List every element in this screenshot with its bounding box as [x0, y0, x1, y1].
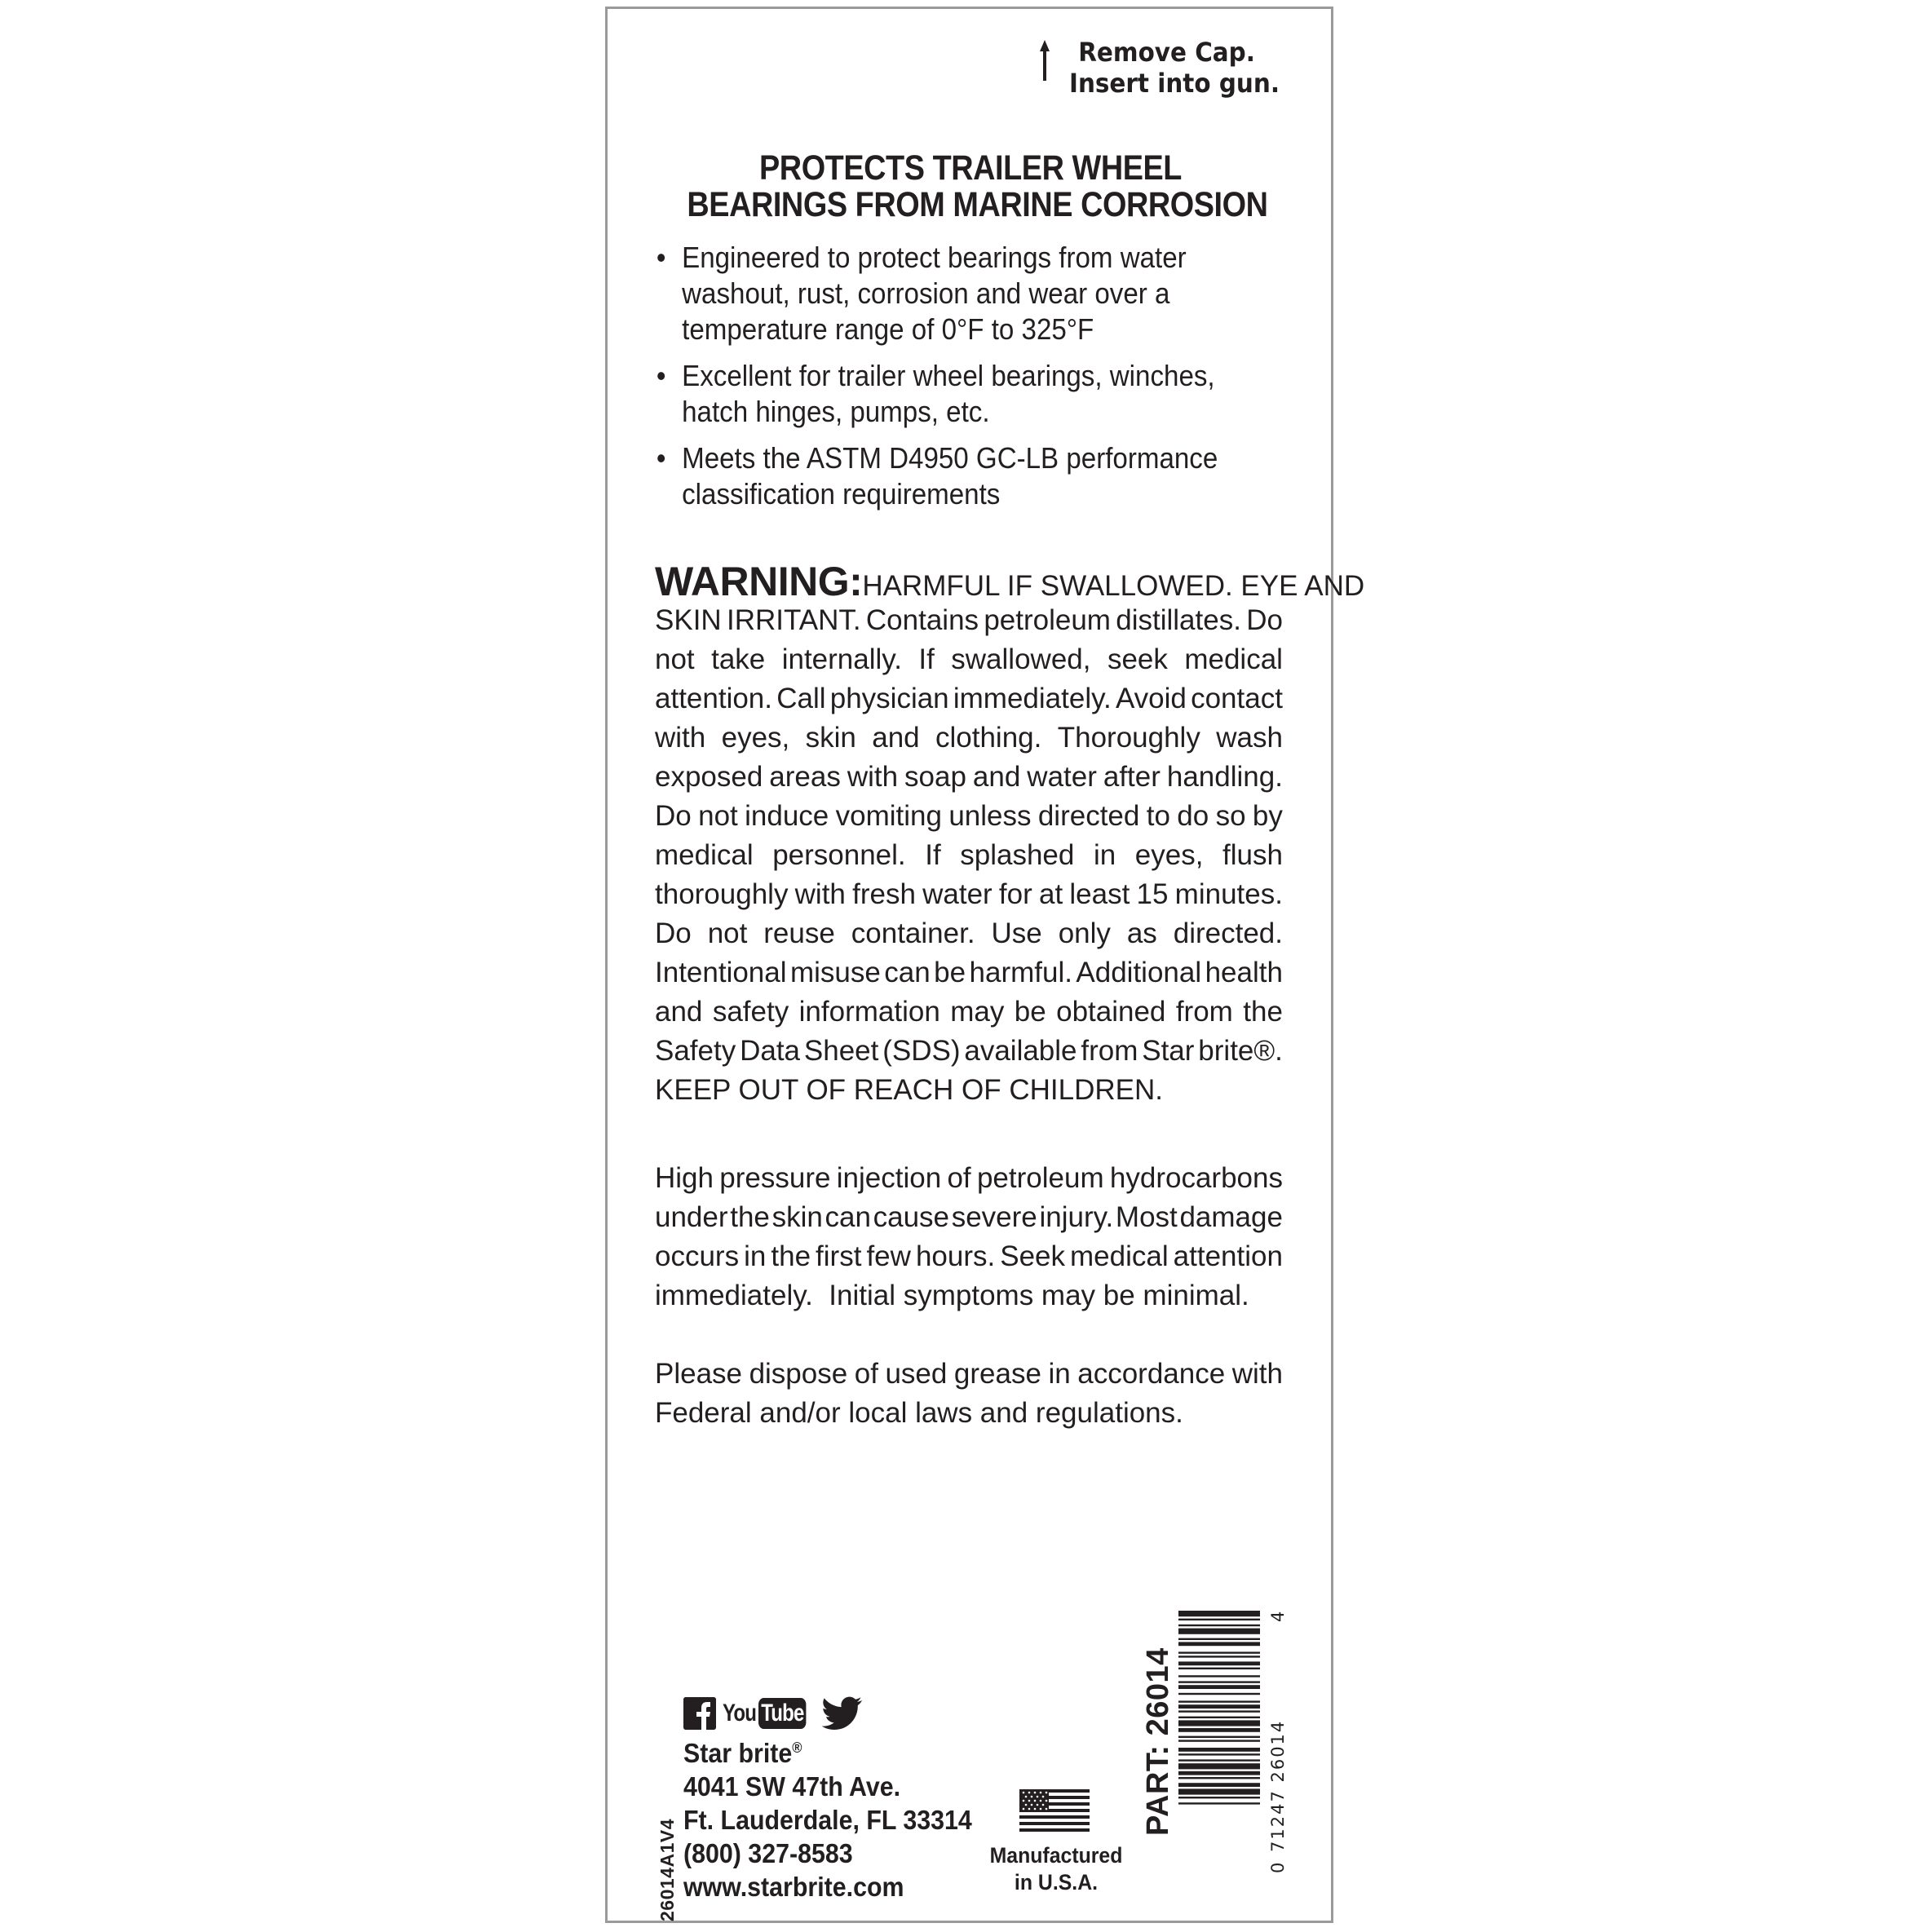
barcode-bar [1178, 1717, 1260, 1718]
bullet-icon: • [656, 441, 666, 475]
barcode-bar [1178, 1783, 1260, 1787]
text-line: medical personnel. If splashed in eyes, flush [655, 839, 1283, 871]
barcode-bar [1178, 1700, 1260, 1702]
text-line: exposed areas with soap and water after handling. [655, 761, 1283, 793]
text-line: and safety information may be obtained from the [655, 996, 1283, 1028]
barcode-bar [1178, 1788, 1260, 1794]
text-line: under the skin can cause severe injury. Most damage [655, 1201, 1283, 1233]
warning-first-line [655, 559, 1365, 604]
barcode-middle-digits: 71247 26014 [1268, 1719, 1288, 1852]
text-line: High pressure injection of petroleum hydrocarbons [655, 1162, 1283, 1194]
barcode-bar [1178, 1763, 1260, 1769]
feature-item [655, 358, 1335, 430]
bullet-icon: • [656, 241, 666, 274]
barcode-bar [1178, 1656, 1260, 1657]
barcode-right-digit: 4 [1268, 1609, 1288, 1622]
company-city: Ft. Lauderdale, FL 33314 [683, 1805, 972, 1835]
text-line: with eyes, skin and clothing. Thoroughly wash [655, 722, 1283, 754]
barcode-bar [1178, 1740, 1260, 1741]
disposal-last-line: Federal and/or local laws and regulations. [655, 1397, 1183, 1429]
barcode-bar [1178, 1720, 1260, 1726]
social-icons [683, 1695, 864, 1732]
barcode-left-digit: 0 [1268, 1860, 1288, 1873]
youtube-you-text: You [723, 1700, 757, 1726]
feature-line: classification requirements [682, 477, 1001, 511]
up-arrow-icon [1037, 40, 1053, 82]
barcode-bar [1178, 1681, 1260, 1682]
disposal-lines [655, 1355, 1283, 1394]
barcode-bar [1178, 1802, 1260, 1804]
barcode-bar [1178, 1685, 1260, 1689]
upc-barcode [1178, 1607, 1297, 1901]
warning-last-line: KEEP OUT OF REACH OF CHILDREN. [655, 1074, 1163, 1106]
injection-warning-paragraph [655, 1159, 1283, 1315]
heading-line1: PROTECTS TRAILER WHEEL [759, 148, 1182, 188]
barcode-bar [1178, 1651, 1260, 1653]
barcode-bar [1178, 1753, 1260, 1755]
manufactured-line2: in U.S.A. [1014, 1870, 1099, 1894]
barcode-bar [1178, 1759, 1260, 1761]
feature-item [655, 440, 1335, 512]
company-phone: (800) 327-8583 [683, 1838, 853, 1868]
company-street: 4041 SW 47th Ave. [683, 1771, 901, 1802]
feature-line: Excellent for trailer wheel bearings, winches, [682, 359, 1215, 392]
barcode-bars [1178, 1607, 1264, 1868]
part-number: PART: 26014 [1141, 1647, 1175, 1836]
barcode-bar [1178, 1638, 1260, 1640]
barcode-bar [1178, 1675, 1260, 1677]
text-line: Intentional misuse can be harmful. Additional health [655, 957, 1283, 988]
barcode-bar [1178, 1777, 1260, 1779]
twitter-bird-icon [820, 1695, 864, 1731]
barcode-bar [1178, 1625, 1260, 1626]
company-website: www.starbrite.com [683, 1872, 904, 1902]
barcode-bar [1178, 1661, 1260, 1665]
injection-lines [655, 1159, 1283, 1276]
barcode-bar [1178, 1668, 1260, 1669]
warning-first-line-text: HARMFUL IF SWALLOWED. EYE AND [862, 570, 1365, 602]
barcode-bar [1178, 1736, 1260, 1738]
warning-label: WARNING: [655, 559, 863, 604]
cap-instruction-line1: Remove Cap. [1078, 37, 1255, 68]
text-line: thoroughly with fresh water for at least 15 minutes. [655, 878, 1283, 910]
product-heading [687, 148, 1268, 224]
company-name: Star brite [683, 1738, 793, 1768]
cap-instruction-line2: Insert into gun. [1069, 68, 1280, 99]
heading-line2: BEARINGS FROM MARINE CORROSION [687, 185, 1268, 224]
barcode-bar [1178, 1771, 1260, 1775]
youtube-tube-text: Tube [758, 1698, 807, 1729]
barcode-bar [1178, 1693, 1260, 1695]
bullet-icon: • [656, 359, 666, 392]
text-line: not take internally. If swallowed, seek medical [655, 643, 1283, 675]
text-line: Do not reuse container. Use only as directed. [655, 917, 1283, 949]
barcode-bar [1178, 1642, 1260, 1646]
text-line: SKIN IRRITANT. Contains petroleum distillates. Do [655, 604, 1283, 636]
barcode-bar [1178, 1619, 1260, 1620]
feature-line: washout, rust, corrosion and wear over a [682, 276, 1170, 310]
manufactured-line1: Manufactured [989, 1843, 1123, 1868]
barcode-bar [1178, 1611, 1260, 1616]
manufactured-in-usa [974, 1842, 1138, 1896]
feature-item [655, 240, 1335, 347]
product-label-panel [605, 7, 1365, 1923]
feature-line: Meets the ASTM D4950 GC-LB performance [682, 441, 1218, 475]
warning-lines [655, 601, 1283, 1071]
company-name-line [683, 1736, 972, 1770]
barcode-bar [1178, 1797, 1260, 1798]
feature-line: temperature range of 0°F to 325°F [682, 312, 1094, 346]
text-line: Please dispose of used grease in accordance with [655, 1358, 1283, 1390]
feature-line: hatch hinges, pumps, etc. [682, 395, 990, 428]
text-line: occurs in the first few hours. Seek medical attention [655, 1240, 1283, 1272]
barcode-bar [1178, 1704, 1260, 1709]
cap-instruction [1069, 37, 1280, 99]
barcode-bar [1178, 1748, 1260, 1752]
label-code: 26014A1V4 [657, 1819, 678, 1921]
text-line: Safety Data Sheet (SDS) available from Star brite®. [655, 1035, 1283, 1067]
facebook-icon [683, 1697, 716, 1730]
text-line: Do not induce vomiting unless directed to do so by [655, 800, 1283, 832]
company-address [683, 1736, 972, 1903]
injection-last-line: immediately. Initial symptoms may be minimal. [655, 1280, 1249, 1311]
disposal-paragraph [655, 1355, 1283, 1433]
barcode-bar [1178, 1629, 1260, 1634]
text-line: attention. Call physician immediately. Avoid contact [655, 683, 1283, 714]
warning-block [655, 559, 1365, 1110]
us-flag-icon [1019, 1789, 1090, 1832]
feature-line: Engineered to protect bearings from water [682, 241, 1187, 274]
feature-list [655, 240, 1307, 523]
barcode-bar [1178, 1728, 1260, 1732]
youtube-icon [723, 1697, 818, 1730]
registered-mark: ® [792, 1740, 802, 1756]
barcode-bar [1178, 1710, 1260, 1712]
